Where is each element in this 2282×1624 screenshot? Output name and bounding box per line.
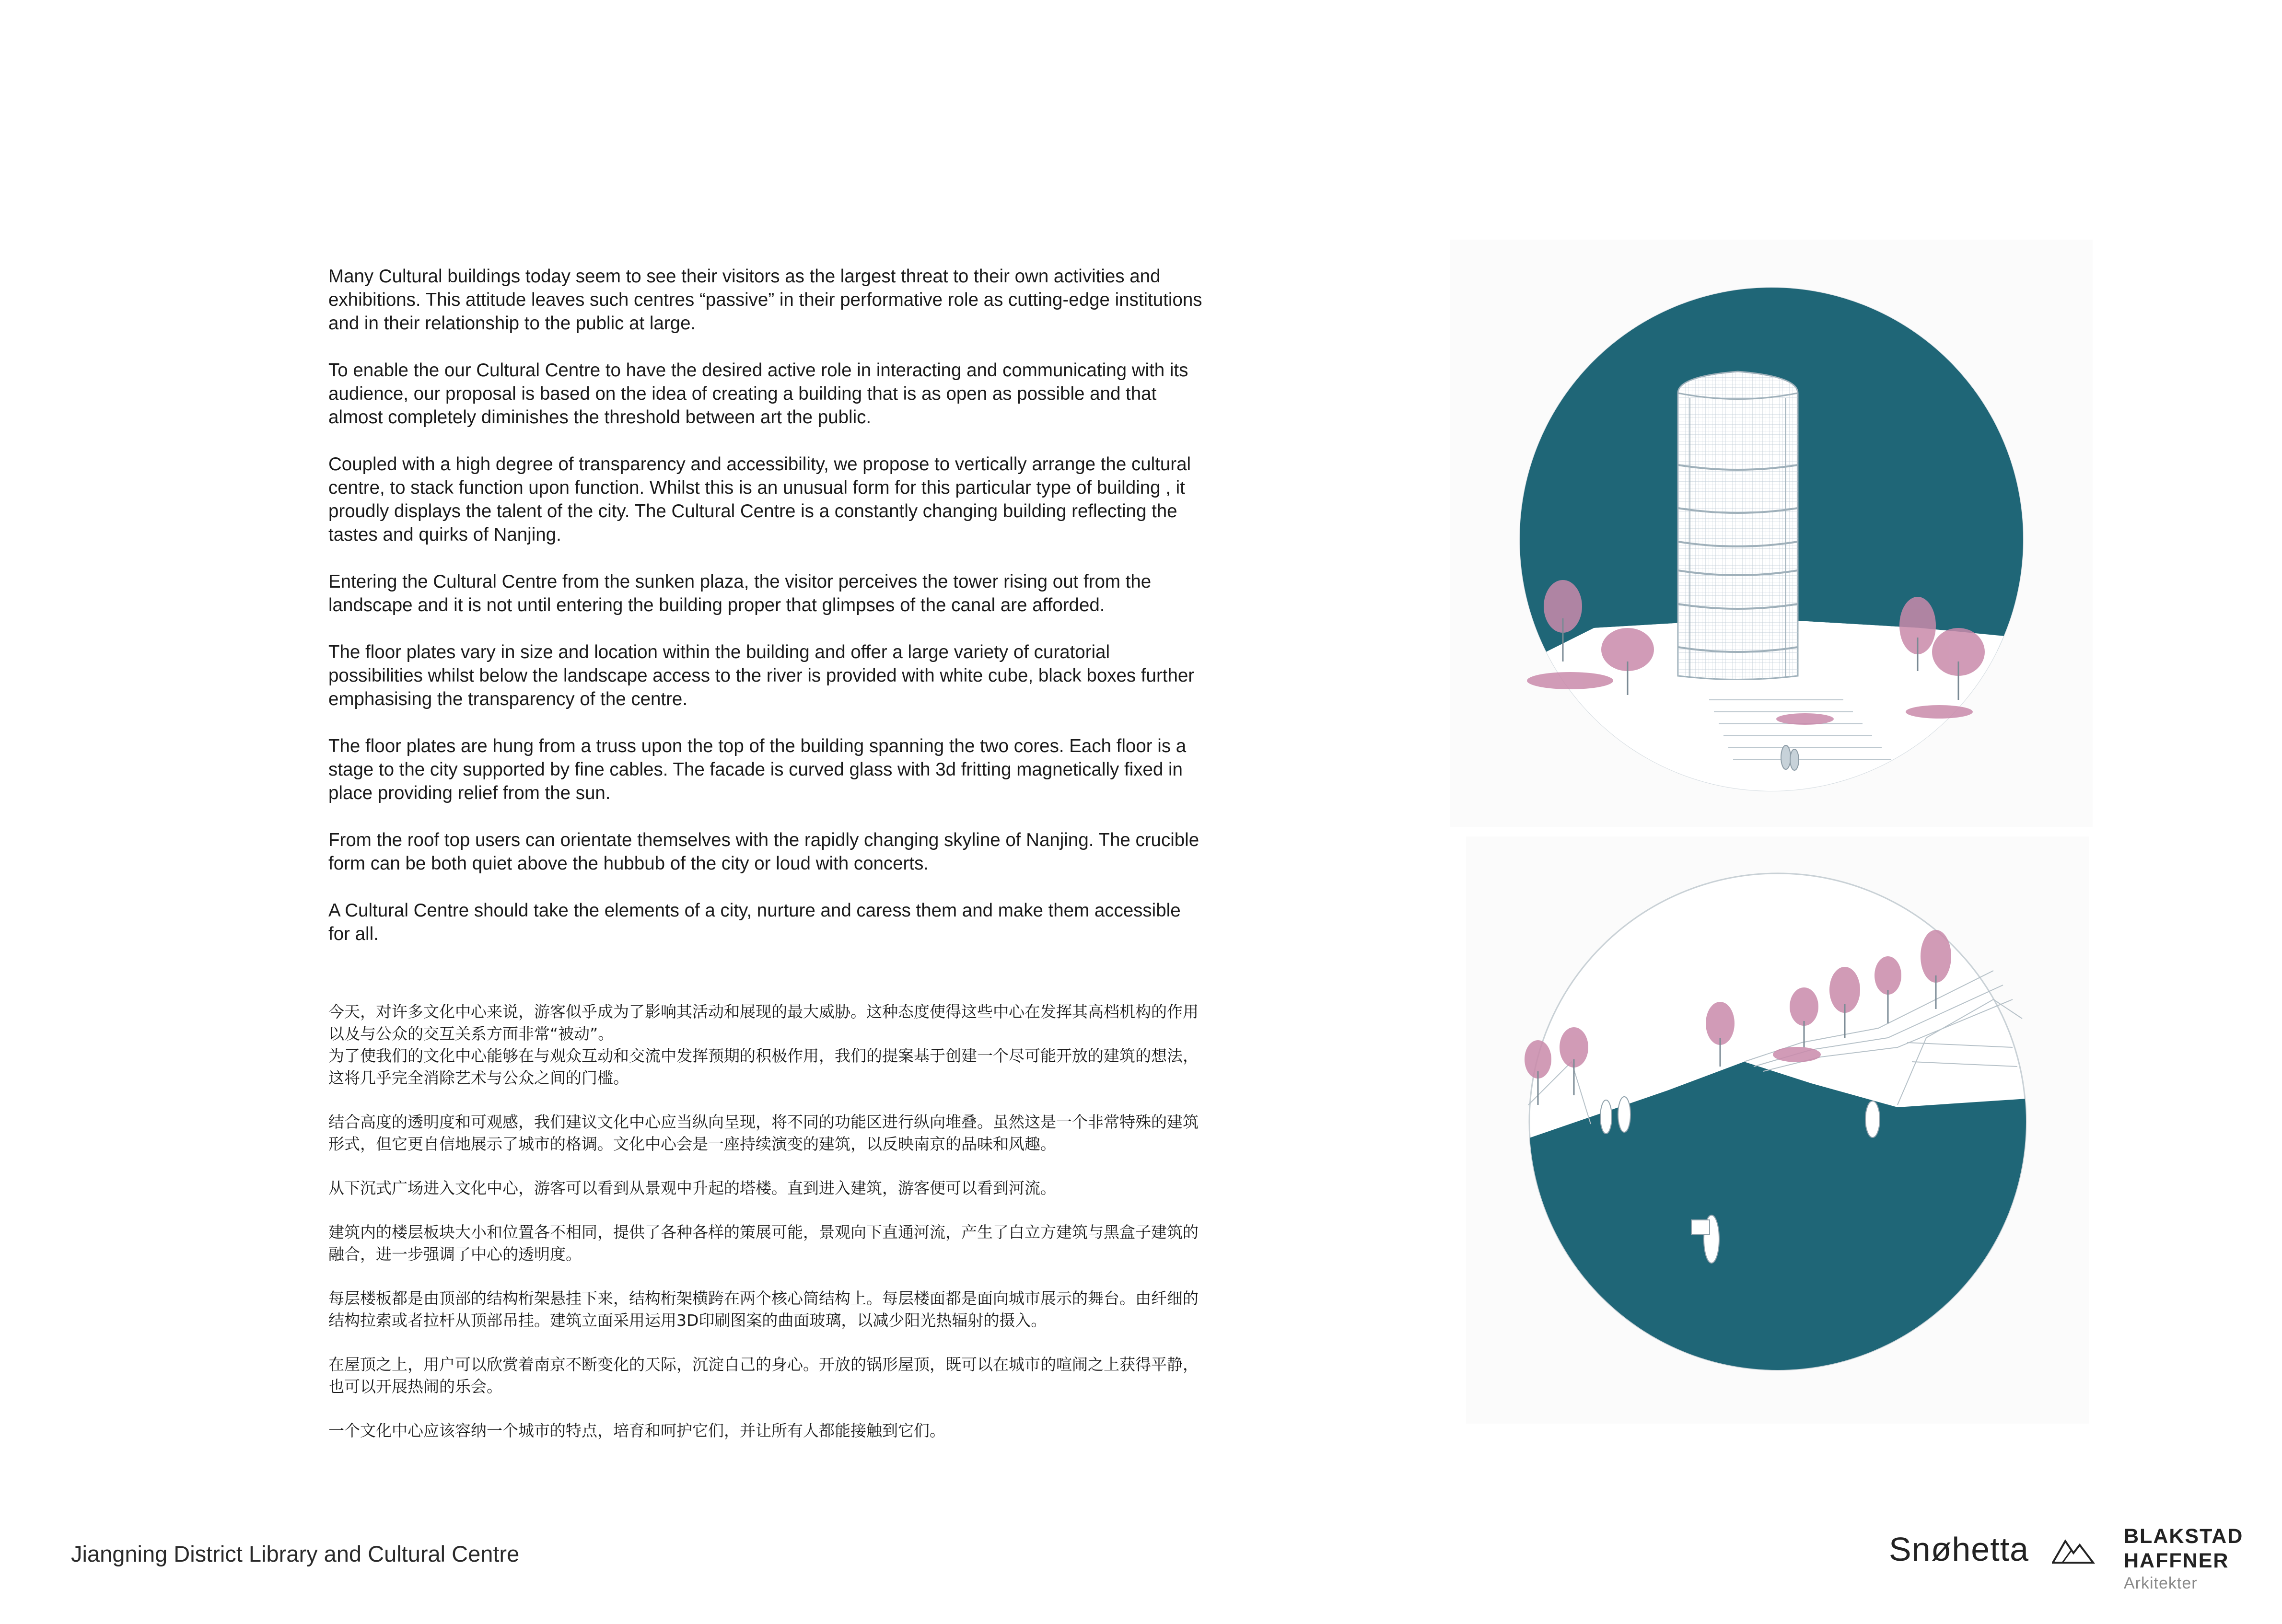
chinese-paragraph-6: 在屋顶之上，用户可以欣赏着南京不断变化的天际，沉淀自己的身心。开放的锅形屋顶，既可以在城市的喧闹之上获得平静，也可以开展热闹的乐会。 [328, 1355, 1199, 1396]
chinese-text-block [328, 1001, 1206, 1464]
snohetta-logo: Snøhetta [1889, 1531, 2029, 1568]
chinese-paragraph-1: 今天，对许多文化中心来说，游客似乎成为了影响其活动和展现的最大威胁。这种态度使得这些中心在发挥其高档机构的作用以及与公众的交互关系方面非常“被动”。 为了使我们的文化中心能够在与观众互动和交流中发挥预期的积极作用，我们的提案基于创建一个尽可能开放的建筑的想法，这将几乎完全消除艺术与公众之间的门槛。 [328, 1002, 1199, 1087]
chinese-paragraph-2: 结合高度的透明度和可观感，我们建议文化中心应当纵向呈现，将不同的功能区进行纵向堆叠。虽然这是一个非常特殊的建筑形式，但它更自信地展示了城市的格调。文化中心会是一座持续演变的建筑，以反映南京的品味和风趣。 [328, 1113, 1199, 1153]
english-paragraph-5: The floor plates vary in size and location within the building and offer a large variety of curatorial possibilities whilst below the landscape access to the river is provided with white cube, black boxes further emphasising the transparency of the centre. [328, 642, 1195, 709]
english-paragraph-3: Coupled with a high degree of transparency and accessibility, we propose to vertically arrange the cultural centre, to stack function upon function. Whilst this is an unusual form for this particular type of building , it proudly displays the talent of the city. The Cultural Centre is a constantly changing building reflecting the tastes and quirks of Nanjing. [328, 454, 1191, 545]
english-paragraph-6: The floor plates are hung from a truss upon the top of the building spanning the two cores. Each floor is a stage to the city supported by fine cables. The facade is curved glass with 3d fritting magnetically fixed in place providing relief from the sun. [328, 736, 1187, 803]
english-paragraph-1: Many Cultural buildings today seem to see their visitors as the largest threat to their own activities and exhibitions. This attitude leaves such centres “passive” in their performative role as cutting-edge institutions and in their relationship to the public at large. [328, 266, 1202, 334]
tower [1678, 371, 1798, 680]
blakstad-haffner-logo [2124, 1524, 2243, 1573]
english-text-block [328, 265, 1206, 969]
english-paragraph-7: From the roof top users can orientate themselves with the rapidly changing skyline of Nanjing. The crucible form can be both quiet above the hubbub of the city or loud with concerts. [328, 830, 1199, 874]
plaza-illustration-svg [1466, 836, 2089, 1424]
logo-arkitekter: Arkitekter [2124, 1574, 2198, 1592]
chinese-paragraph-4: 建筑内的楼层板块大小和位置各不相同，提供了各种各样的策展可能，景观向下直通河流，产生了白立方建筑与黑盒子建筑的融合，进一步强调了中心的透明度。 [328, 1223, 1199, 1264]
plaza-illustration [1466, 836, 2089, 1424]
english-paragraph-4: Entering the Cultural Centre from the sunken plaza, the visitor perceives the tower rising out from the landscape and it is not until entering the building proper that glimpses of the canal are afforded. [328, 571, 1152, 615]
logo-bh-line1: BLAKSTAD [2124, 1525, 2244, 1548]
project-title: Jiangning District Library and Cultural Centre [71, 1541, 520, 1566]
tower-illustration-svg [1450, 240, 2093, 827]
english-paragraph-8: A Cultural Centre should take the elements of a city, nurture and caress them and make them accessible for all. [328, 900, 1181, 944]
snohetta-mountain-icon [2052, 1536, 2095, 1565]
tower-illustration [1450, 240, 2093, 827]
chinese-paragraph-3: 从下沉式广场进入文化中心，游客可以看到从景观中升起的塔楼。直到进入建筑，游客便可以看到河流。 [328, 1179, 1056, 1197]
chinese-paragraph-7: 一个文化中心应该容纳一个城市的特点，培育和呵护它们，并让所有人都能接触到它们。 [328, 1421, 945, 1440]
english-paragraph-2: To enable the our Cultural Centre to have the desired active role in interacting and communicating with its audience, our proposal is based on the idea of creating a building that is as open as possible and that almost completely diminishes the threshold between art the public. [328, 360, 1188, 428]
logo-bh-line2: HAFFNER [2124, 1549, 2229, 1572]
chinese-paragraph-5: 每层楼板都是由顶部的结构桁架悬挂下来，结构桁架横跨在两个核心筒结构上。每层楼面都是面向城市展示的舞台。由纤细的结构拉索或者拉杆从顶部吊挂。建筑立面采用运用3D印刷图案的曲面玻璃，以减少阳光热辐射的摄入。 [328, 1289, 1199, 1330]
